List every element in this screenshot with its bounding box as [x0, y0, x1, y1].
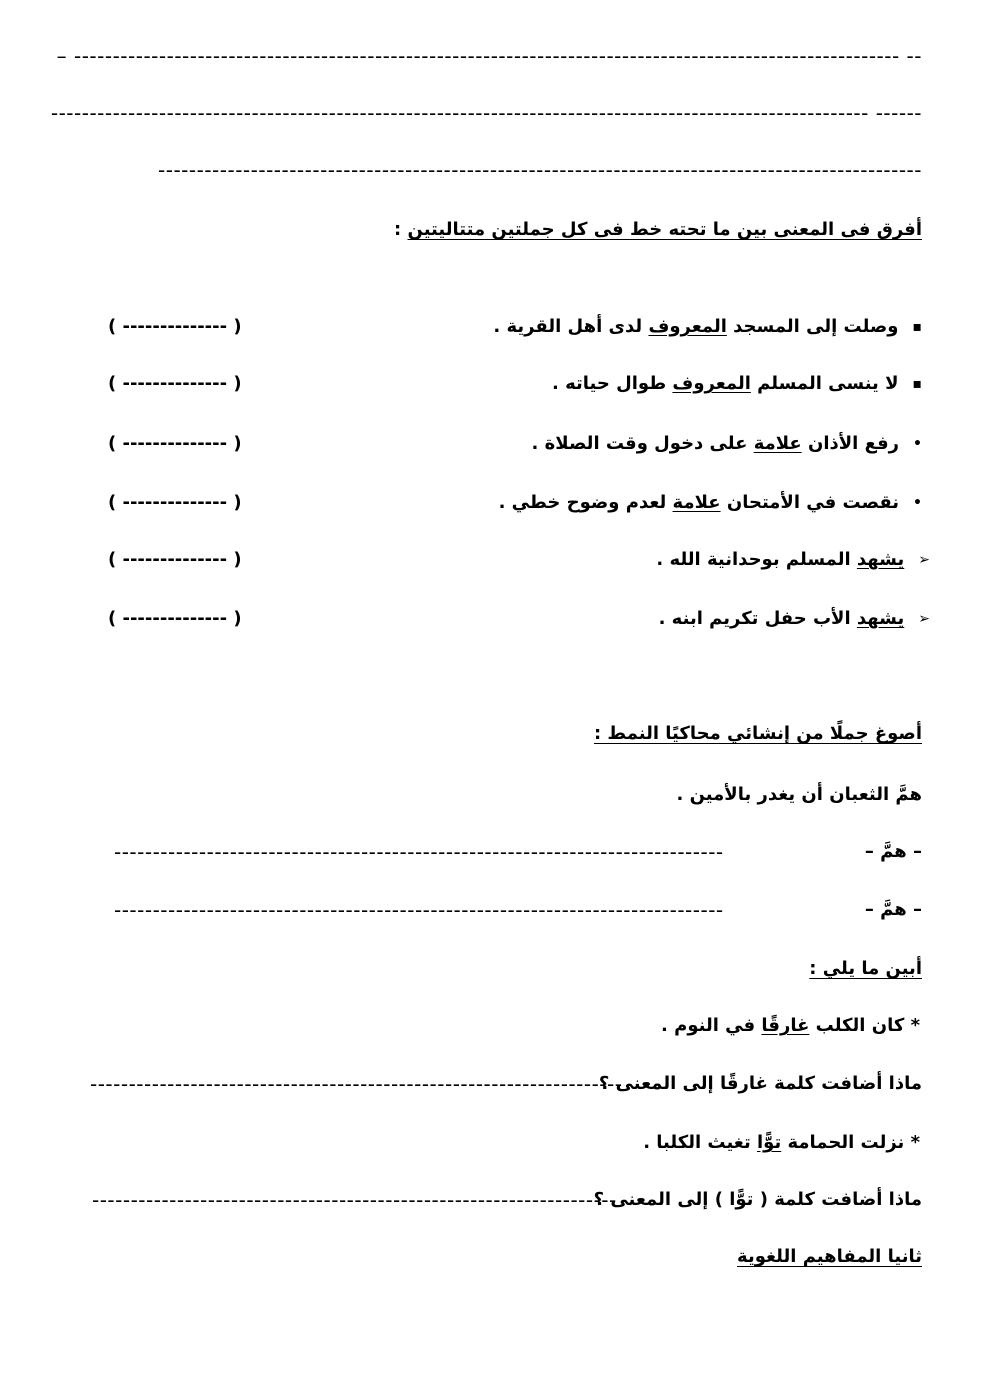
explain-question-2: ماذا أضافت كلمة ( توًّا ) إلى المعنى ؟: [593, 1189, 922, 1210]
square-bullet-icon: ▪: [912, 319, 922, 335]
item-underlined-word: المعروف: [672, 373, 751, 394]
answer-line-3: ---------------------------------------------------------------------------------------------------: [158, 158, 922, 182]
section2-heading: أصوغ جملًا من إنشائي محاكيًا النمط :: [593, 723, 922, 744]
item-text-after: الأب حفل تكريم ابنه .: [658, 608, 857, 629]
arrow-bullet-icon: ➢: [918, 611, 930, 627]
answer-blank-1: ( -------------- ): [108, 316, 242, 337]
diff-item-4: [499, 491, 922, 515]
section2-example: همَّ الثعبان أن يغدر بالأمين .: [676, 784, 922, 805]
pattern-answer-line-1: [865, 840, 922, 864]
sentence-before: * كان الكلب: [809, 1015, 920, 1036]
item-underlined-word: يشهد: [856, 608, 905, 629]
sentence-underlined-word: غارقًا: [761, 1015, 810, 1036]
arrow-bullet-icon: ➢: [918, 552, 930, 568]
sentence-before: * نزلت الحمامة: [781, 1132, 920, 1153]
round-bullet-icon: •: [913, 495, 922, 511]
answer-line-2: ---------------------------------------------------------------------------------------------------------- ------: [50, 101, 922, 125]
section3-heading: أبين ما يلي :: [809, 958, 922, 979]
item-text-after: لدى أهل القرية .: [493, 316, 649, 337]
section1-heading-text: أفرق فى المعنى بين ما تحته خط فى كل جملتين متتاليتين: [407, 219, 922, 240]
item-text-after: لعدم وضوح خطي .: [498, 492, 673, 513]
answer-blank-2: ( -------------- ): [108, 373, 242, 394]
square-bullet-icon: ▪: [912, 376, 922, 392]
diff-item-6: [659, 607, 930, 631]
item-underlined-word: المعروف: [648, 316, 727, 337]
answer-blank-5: ( -------------- ): [108, 549, 242, 570]
item-underlined-word: علامة: [753, 433, 802, 454]
section4-heading: ثانيا المفاهيم اللغوية: [737, 1246, 922, 1267]
item-text-after: المسلم بوحدانية الله .: [656, 549, 857, 570]
item-text-after: على دخول وقت الصلاة .: [531, 433, 754, 454]
diff-item-1: [493, 315, 922, 339]
diff-item-5: [656, 548, 930, 572]
explain-answer-dashes-1: ---------------------------------------------------------------------: [90, 1072, 623, 1096]
sentence-underlined-word: توًّا: [757, 1132, 782, 1153]
round-bullet-icon: •: [913, 436, 922, 452]
diff-item-3: [532, 432, 922, 456]
pattern-dashes-2: -------------------------------------------------------------------------------: [114, 898, 724, 922]
item-underlined-word: علامة: [672, 492, 721, 513]
pattern-answer-line-2: [865, 898, 922, 922]
explain-question-1: ماذا أضافت كلمة غارقًا إلى المعنى ؟: [598, 1073, 922, 1094]
answer-blank-6: ( -------------- ): [108, 608, 242, 629]
explain-answer-dashes-2: --------------------------------------------------------------------: [92, 1188, 617, 1212]
pattern-dashes-1: -------------------------------------------------------------------------------: [114, 840, 724, 864]
item-text-before: وصلت إلى المسجد: [726, 316, 899, 337]
item-text-before: رفع الأذان: [801, 433, 900, 454]
pattern-label: – همَّ –: [864, 841, 922, 862]
item-text-after: طوال حياته .: [552, 373, 673, 394]
answer-blank-4: ( -------------- ): [108, 492, 242, 513]
section1-heading: [394, 218, 922, 242]
answer-line-1: – ----------------------------------------------------------------------------------------------------------- --: [56, 44, 922, 68]
explain-sentence-2: [643, 1131, 920, 1155]
sentence-after: في النوم .: [661, 1015, 762, 1036]
diff-item-2: [552, 372, 922, 396]
sentence-after: تغيث الكلبا .: [643, 1132, 757, 1153]
item-underlined-word: يشهد: [856, 549, 905, 570]
item-text-before: نقصت في الأمتحان: [720, 492, 900, 513]
section1-heading-colon: :: [394, 219, 408, 240]
pattern-label: – همَّ –: [864, 899, 922, 920]
item-text-before: لا ينسى المسلم: [750, 373, 899, 394]
explain-sentence-1: [661, 1014, 920, 1038]
answer-blank-3: ( -------------- ): [108, 433, 242, 454]
